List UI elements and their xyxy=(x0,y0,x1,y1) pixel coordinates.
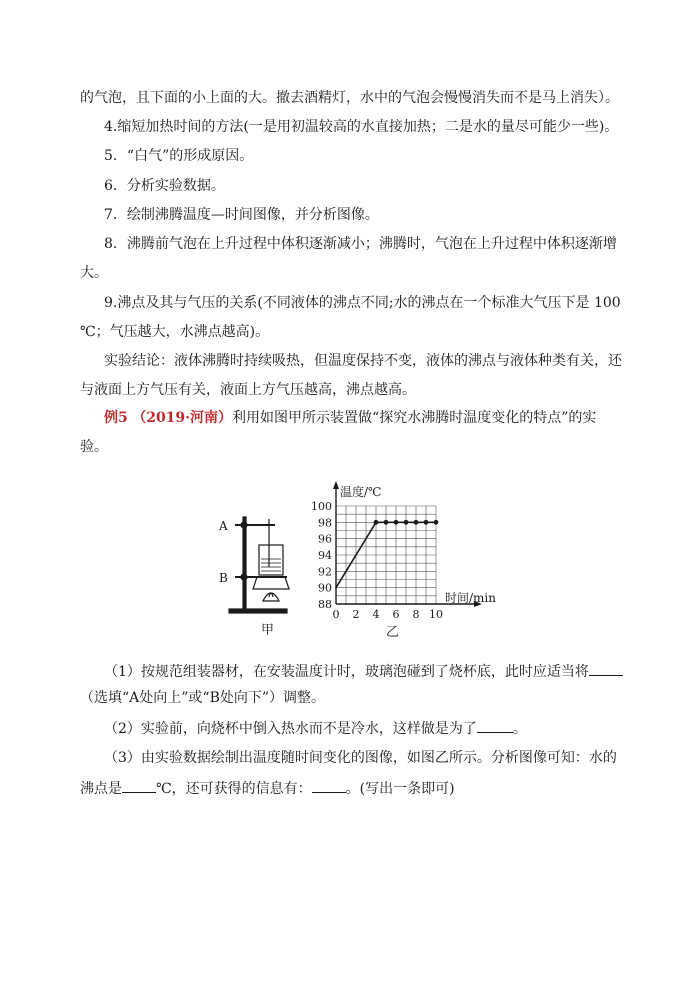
example-text: 利用如图甲所示装置做“探究水沸腾时温度变化的特点”的实 xyxy=(232,410,597,426)
label-a: A xyxy=(219,519,228,533)
question-3-end: 。(写出一条即可) xyxy=(345,781,455,797)
y-tick-label: 94 xyxy=(318,549,332,562)
data-point xyxy=(424,520,429,525)
y-tick-label: 90 xyxy=(318,581,332,595)
question-2 xyxy=(104,718,527,739)
x-tick-label: 2 xyxy=(352,608,360,621)
y-tick-label: 92 xyxy=(318,565,332,579)
text-line: 7．绘制沸腾温度—时间图像，并分析图像。 xyxy=(104,207,379,223)
text-line: 5．“白气”的形成原因。 xyxy=(104,148,254,164)
question-3-text2: ℃，还可获得的信息有： xyxy=(156,781,312,797)
burner-icon xyxy=(263,593,279,601)
text-line: 9.沸点及其与气压的关系(不同液体的沸点不同;水的沸点在一个标准大气压下是 100 xyxy=(104,295,621,311)
answer-blank[interactable] xyxy=(312,778,346,793)
answer-blank[interactable] xyxy=(477,718,513,733)
point-a xyxy=(241,522,247,528)
question-1 xyxy=(104,661,623,682)
text-line: 实验结论：液体沸腾时持续吸热，但温度保持不变，液体的沸点与液体种类有关，还 xyxy=(104,353,622,369)
x-tick-label: 10 xyxy=(429,608,443,621)
figure-caption-a: 甲 xyxy=(261,623,275,638)
question-1-text: （1）按规范组装器材，在安装温度计时，玻璃泡碰到了烧杯底，此时应适当将 xyxy=(104,664,589,680)
x-tick-label: 0 xyxy=(332,608,340,621)
y-tick-label: 100 xyxy=(311,500,332,513)
question-3: （3）由实验数据绘制出温度随时间变化的图像，如图乙所示。分析图像可知：水的 xyxy=(104,750,617,766)
y-axis-label: 温度/℃ xyxy=(340,485,382,499)
stand-rod xyxy=(243,517,246,609)
y-tick-label: 88 xyxy=(318,598,332,611)
data-point xyxy=(414,520,419,525)
x-tick-label: 8 xyxy=(412,608,420,621)
text-line: 4.缩短加热时间的方法(一是用初温较高的水直接加热；二是水的量尽可能少一些)。 xyxy=(104,119,619,135)
question-3-cont xyxy=(80,778,455,799)
point-b xyxy=(241,574,247,580)
text-line: 大。 xyxy=(80,265,108,281)
data-point xyxy=(374,520,379,525)
example-source: （2019·河南） xyxy=(132,410,233,426)
y-tick-label: 98 xyxy=(318,516,332,530)
x-tick-label: 6 xyxy=(392,608,400,621)
text-line: ℃；气压越大，水沸点越高)。 xyxy=(80,324,270,340)
text-line: 的气泡，且下面的小上面的大。撤去酒精灯，水中的气泡会慢慢消失而不是马上消失）。 xyxy=(80,90,619,106)
data-point xyxy=(394,520,399,525)
text-line: 验。 xyxy=(80,439,108,455)
x-tick-label: 4 xyxy=(372,608,380,621)
text-line: 与液面上方气压有关，液面上方气压越高，沸点越高。 xyxy=(80,382,416,398)
question-3-text: 沸点是 xyxy=(80,781,122,797)
tripod-icon xyxy=(253,577,289,589)
data-point xyxy=(434,520,439,525)
question-2-end: 。 xyxy=(512,721,527,737)
temperature-chart xyxy=(300,478,500,643)
label-b: B xyxy=(219,571,228,585)
x-axis-label: 时间/min xyxy=(445,591,496,605)
data-point xyxy=(384,520,389,525)
beaker-icon xyxy=(259,545,283,575)
text-line: 6．分析实验数据。 xyxy=(104,178,225,194)
y-tick-labels xyxy=(311,500,332,611)
text-line: （选填“A处向上”或“B处向下”）调整。 xyxy=(80,690,326,706)
y-tick-label: 96 xyxy=(318,532,332,546)
answer-blank[interactable] xyxy=(122,778,156,793)
data-point xyxy=(404,520,409,525)
example-header xyxy=(104,408,596,428)
answer-blank[interactable] xyxy=(589,661,623,676)
figure-caption-b: 乙 xyxy=(386,625,400,640)
x-tick-labels xyxy=(333,608,444,621)
stand-base xyxy=(229,609,287,613)
text-line: 8．沸腾前气泡在上升过程中体积逐渐减小；沸腾时，气泡在上升过程中体积逐渐增 xyxy=(104,236,617,252)
example-label: 例5 xyxy=(104,410,128,426)
question-2-text: （2）实验前，向烧杯中倒入热水而不是冷水，这样做是为了 xyxy=(104,721,477,737)
y-axis-arrow xyxy=(333,481,339,489)
